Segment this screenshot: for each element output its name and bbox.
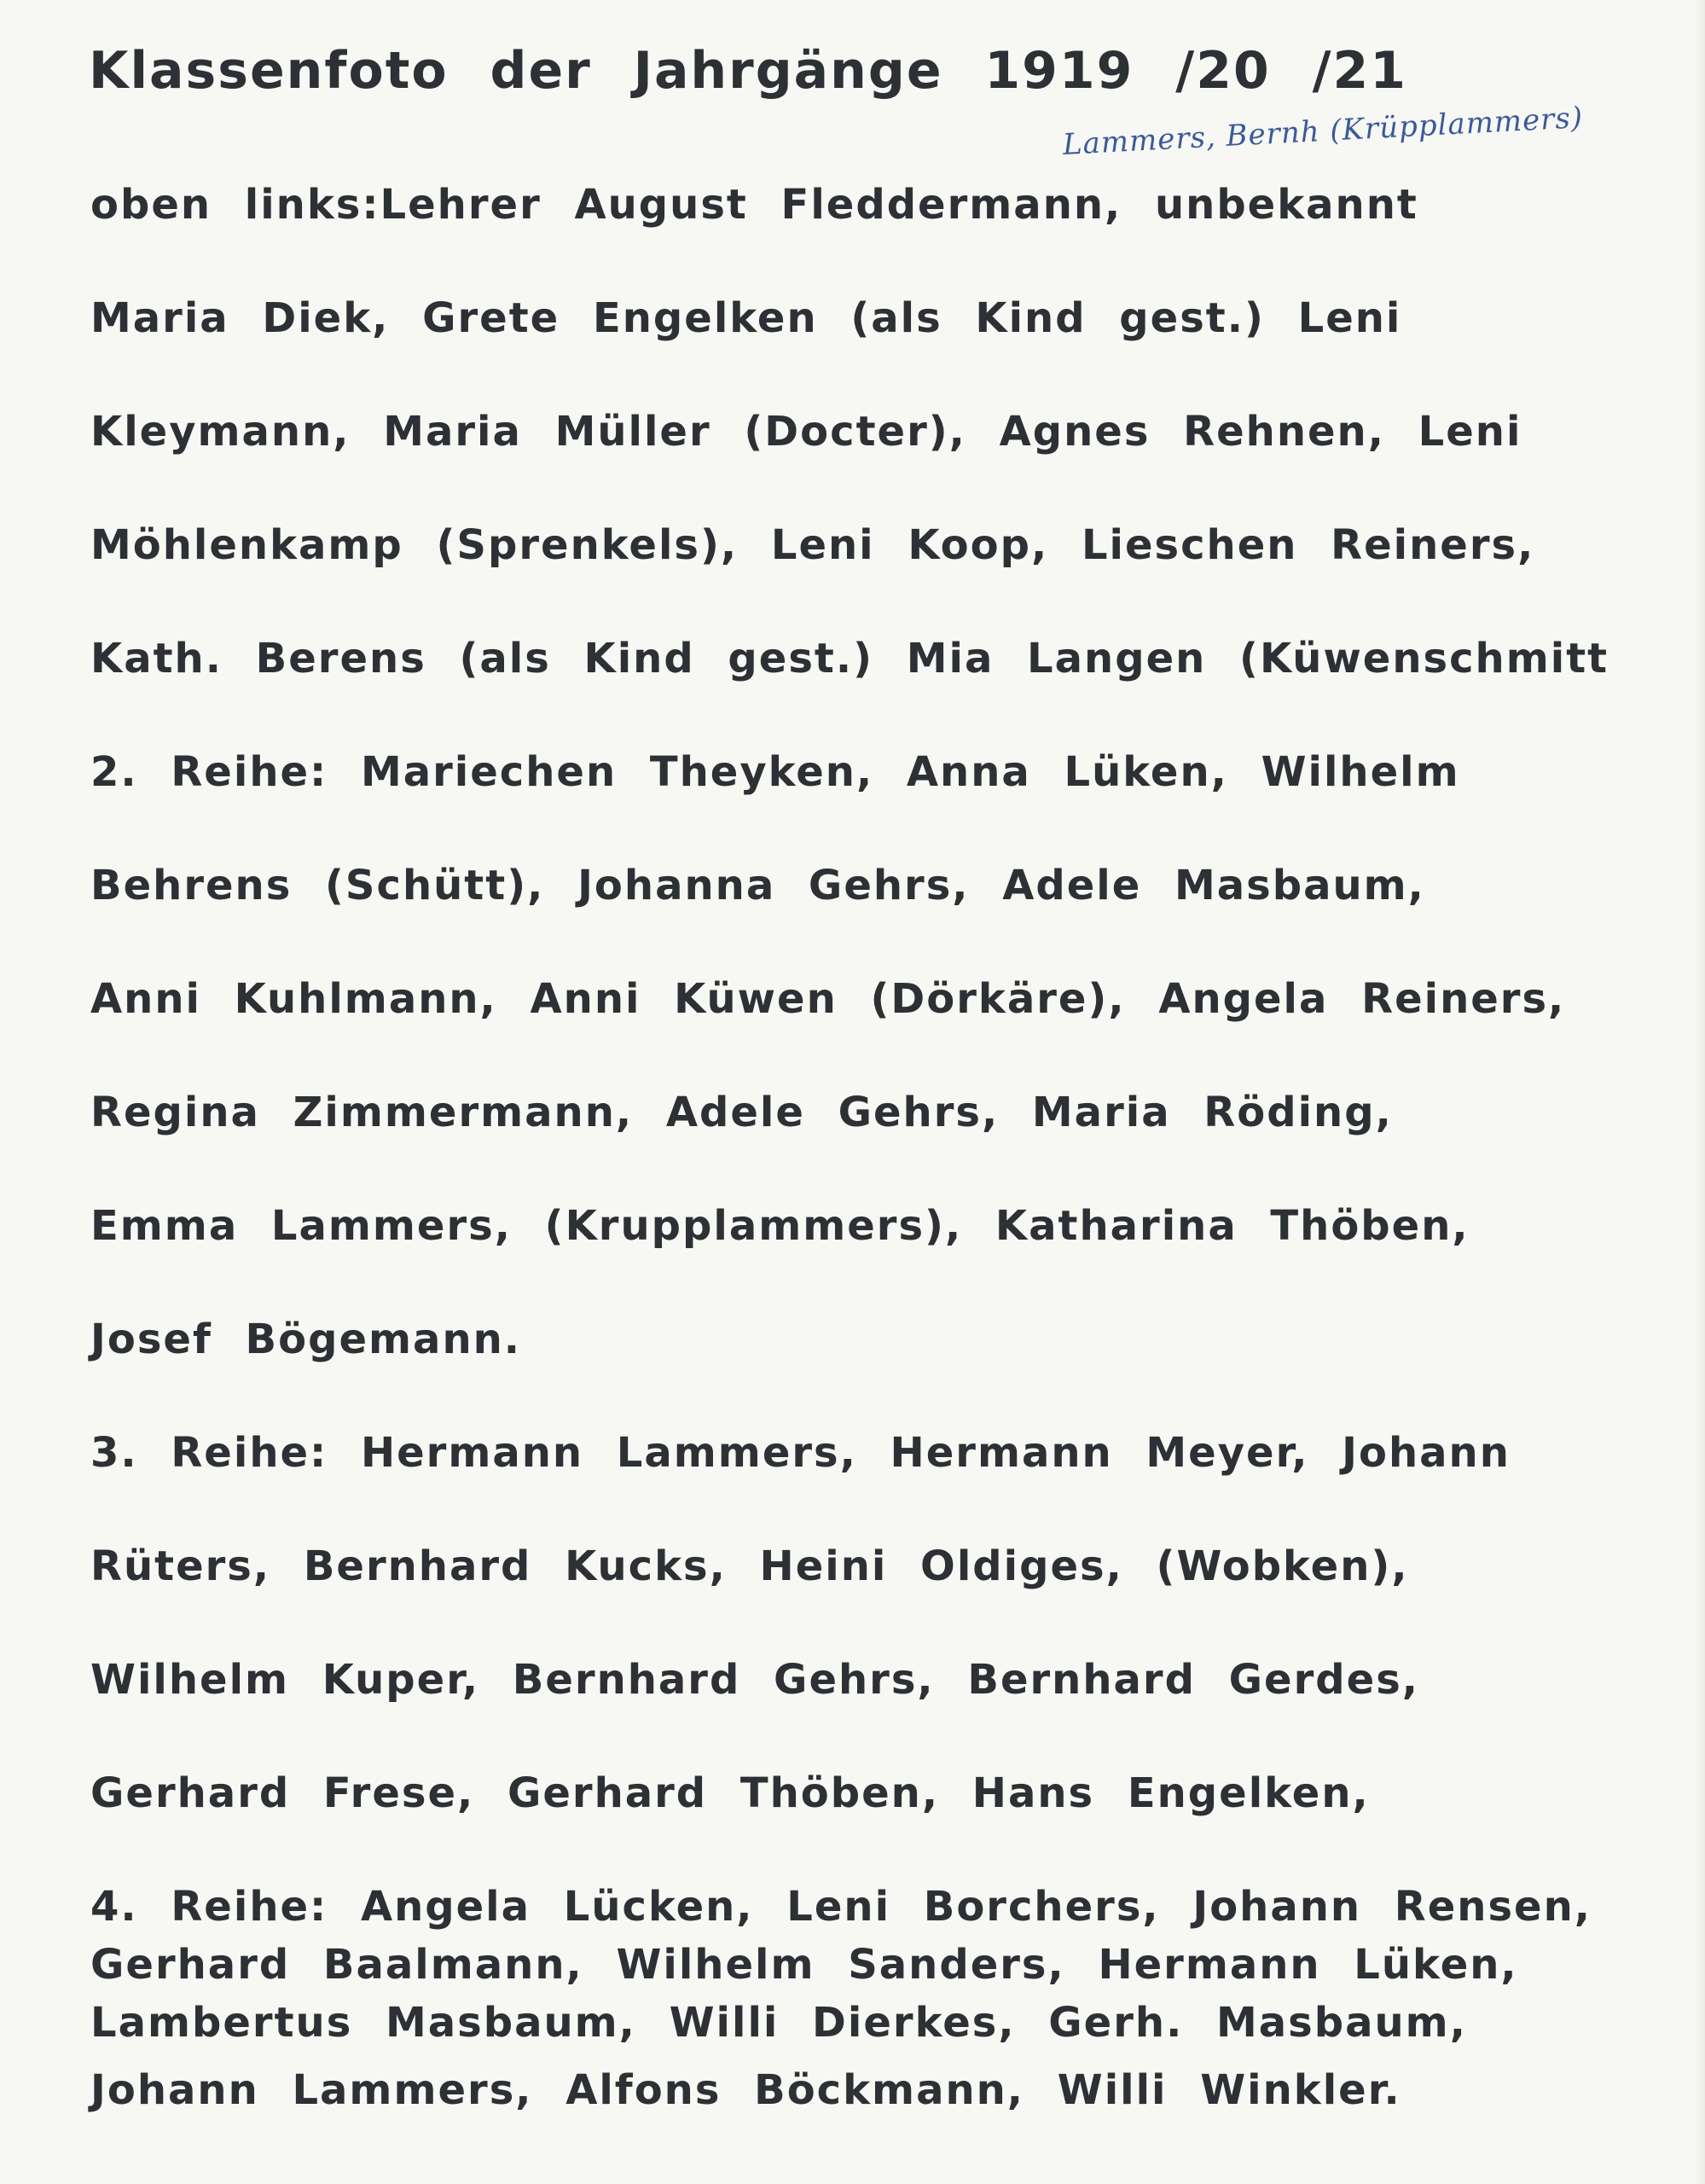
text-line: Lambertus Masbaum, Willi Dierkes, Gerh. Masbaum, [90, 1999, 1467, 2047]
handwritten-note: Lammers, Bernh (Krüpplammers) [1062, 101, 1585, 162]
page-edge [1695, 0, 1705, 2184]
text-line: 4. Reihe: Angela Lücken, Leni Borchers, Johann Rensen, [90, 1883, 1592, 1931]
text-line: Gerhard Baalmann, Wilhelm Sanders, Hermann Lüken, [90, 1941, 1518, 1989]
text-line: Emma Lammers, (Krupplammers), Katharina Thöben, [90, 1202, 1470, 1250]
text-line: oben links:Lehrer August Fleddermann, unbekannt [90, 181, 1418, 229]
text-line: 2. Reihe: Mariechen Theyken, Anna Lüken, Wilhelm [90, 748, 1460, 796]
document-title: Klassenfoto der Jahrgänge 1919 /20 /21 [89, 41, 1408, 101]
text-line: 3. Reihe: Hermann Lammers, Hermann Meyer, Johann [90, 1429, 1511, 1477]
text-line: Möhlenkamp (Sprenkels), Leni Koop, Lieschen Reiners, [90, 521, 1535, 569]
text-line: Johann Lammers, Alfons Böckmann, Willi Winkler. [90, 2066, 1401, 2114]
text-line: Gerhard Frese, Gerhard Thöben, Hans Engelken, [90, 1769, 1370, 1817]
text-line: Anni Kuhlmann, Anni Küwen (Dörkäre), Angela Reiners, [90, 975, 1566, 1023]
text-line: Behrens (Schütt), Johanna Gehrs, Adele Masbaum, [90, 862, 1425, 909]
text-line: Kath. Berens (als Kind gest.) Mia Langen (Küwenschmitt [90, 635, 1609, 682]
text-line: Josef Bögemann. [90, 1316, 522, 1363]
text-line: Kleymann, Maria Müller (Docter), Agnes Rehnen, Leni [90, 408, 1522, 456]
text-line: Rüters, Bernhard Kucks, Heini Oldiges, (Wobken), [90, 1542, 1409, 1590]
text-line: Wilhelm Kuper, Bernhard Gehrs, Bernhard Gerdes, [90, 1656, 1419, 1704]
text-line: Maria Diek, Grete Engelken (als Kind gest.) Leni [90, 294, 1402, 342]
text-line: Regina Zimmermann, Adele Gehrs, Maria Röding, [90, 1089, 1393, 1136]
